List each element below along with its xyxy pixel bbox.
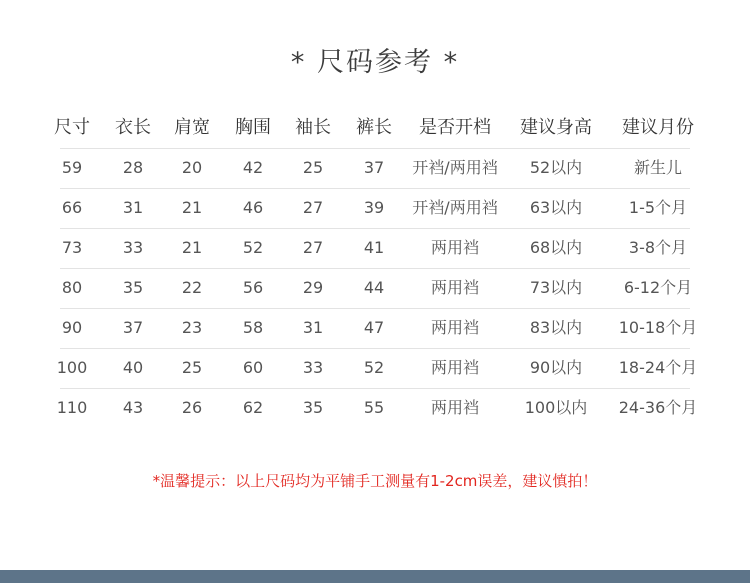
cell-height: 100以内 [524, 398, 588, 417]
cell-sleeve: 27 [302, 198, 324, 217]
cell-crotch: 开裆/两用裆 [412, 158, 498, 177]
cell-crotch: 开裆/两用裆 [412, 198, 498, 217]
table-row [0, 188, 750, 228]
header-height: 建议身高 [520, 117, 592, 138]
cell-pants: 55 [363, 398, 385, 417]
cell-age: 18-24个月 [618, 358, 698, 377]
cell-size: 110 [56, 398, 88, 417]
cell-pants: 47 [363, 318, 385, 337]
cell-crotch: 两用裆 [430, 358, 479, 377]
cell-age: 1-5个月 [628, 198, 688, 217]
table-row [0, 148, 750, 188]
cell-shoulder: 21 [181, 198, 203, 217]
cell-chest: 46 [242, 198, 264, 217]
cell-sleeve: 25 [302, 158, 324, 177]
cell-size: 100 [56, 358, 88, 377]
cell-age: 新生儿 [633, 158, 682, 177]
cell-height: 83以内 [529, 318, 583, 337]
cell-length: 43 [122, 398, 144, 417]
cell-age: 24-36个月 [618, 398, 698, 417]
cell-shoulder: 25 [181, 358, 203, 377]
cell-size: 66 [61, 198, 83, 217]
header-size: 尺寸 [54, 117, 90, 138]
header-shoulder: 肩宽 [174, 117, 210, 138]
cell-sleeve: 33 [302, 358, 324, 377]
cell-shoulder: 23 [181, 318, 203, 337]
cell-chest: 42 [242, 158, 264, 177]
cell-height: 73以内 [529, 278, 583, 297]
page-title: * 尺码参考 * [290, 47, 460, 78]
cell-crotch: 两用裆 [430, 238, 479, 257]
cell-crotch: 两用裆 [430, 278, 479, 297]
cell-length: 35 [122, 278, 144, 297]
cell-height: 52以内 [529, 158, 583, 177]
table-row [0, 268, 750, 308]
cell-size: 73 [61, 238, 83, 257]
cell-height: 63以内 [529, 198, 583, 217]
cell-length: 31 [122, 198, 144, 217]
cell-age: 3-8个月 [628, 238, 688, 257]
cell-age: 6-12个月 [623, 278, 693, 297]
cell-pants: 41 [363, 238, 385, 257]
cell-length: 28 [122, 158, 144, 177]
cell-length: 33 [122, 238, 144, 257]
cell-chest: 52 [242, 238, 264, 257]
cell-age: 10-18个月 [618, 318, 698, 337]
cell-pants: 44 [363, 278, 385, 297]
header-age: 建议月份 [622, 117, 694, 138]
cell-length: 40 [122, 358, 144, 377]
cell-chest: 62 [242, 398, 264, 417]
header-crotch: 是否开档 [419, 117, 491, 138]
table-row [0, 228, 750, 268]
cell-shoulder: 20 [181, 158, 203, 177]
cell-size: 90 [61, 318, 83, 337]
header-chest: 胸围 [235, 117, 271, 138]
cell-chest: 56 [242, 278, 264, 297]
cell-size: 59 [61, 158, 83, 177]
cell-size: 80 [61, 278, 83, 297]
cell-pants: 37 [363, 158, 385, 177]
cell-chest: 60 [242, 358, 264, 377]
cell-sleeve: 29 [302, 278, 324, 297]
header-length: 衣长 [115, 117, 151, 138]
header-sleeve: 袖长 [295, 117, 331, 138]
table-row [0, 308, 750, 348]
cell-shoulder: 21 [181, 238, 203, 257]
cell-pants: 39 [363, 198, 385, 217]
cell-shoulder: 22 [181, 278, 203, 297]
cell-sleeve: 27 [302, 238, 324, 257]
cell-chest: 58 [242, 318, 264, 337]
cell-sleeve: 35 [302, 398, 324, 417]
table-row [0, 348, 750, 388]
table-row [0, 388, 750, 428]
cell-crotch: 两用裆 [430, 318, 479, 337]
footer-bar [0, 570, 750, 583]
cell-length: 37 [122, 318, 144, 337]
header-pants: 裤长 [356, 117, 392, 138]
cell-height: 68以内 [529, 238, 583, 257]
size-note: *温馨提示：以上尺码均为平铺手工测量有1-2cm误差，建议慎拍！ [152, 472, 598, 490]
cell-sleeve: 31 [302, 318, 324, 337]
cell-shoulder: 26 [181, 398, 203, 417]
cell-pants: 52 [363, 358, 385, 377]
cell-crotch: 两用裆 [430, 398, 479, 417]
cell-height: 90以内 [529, 358, 583, 377]
